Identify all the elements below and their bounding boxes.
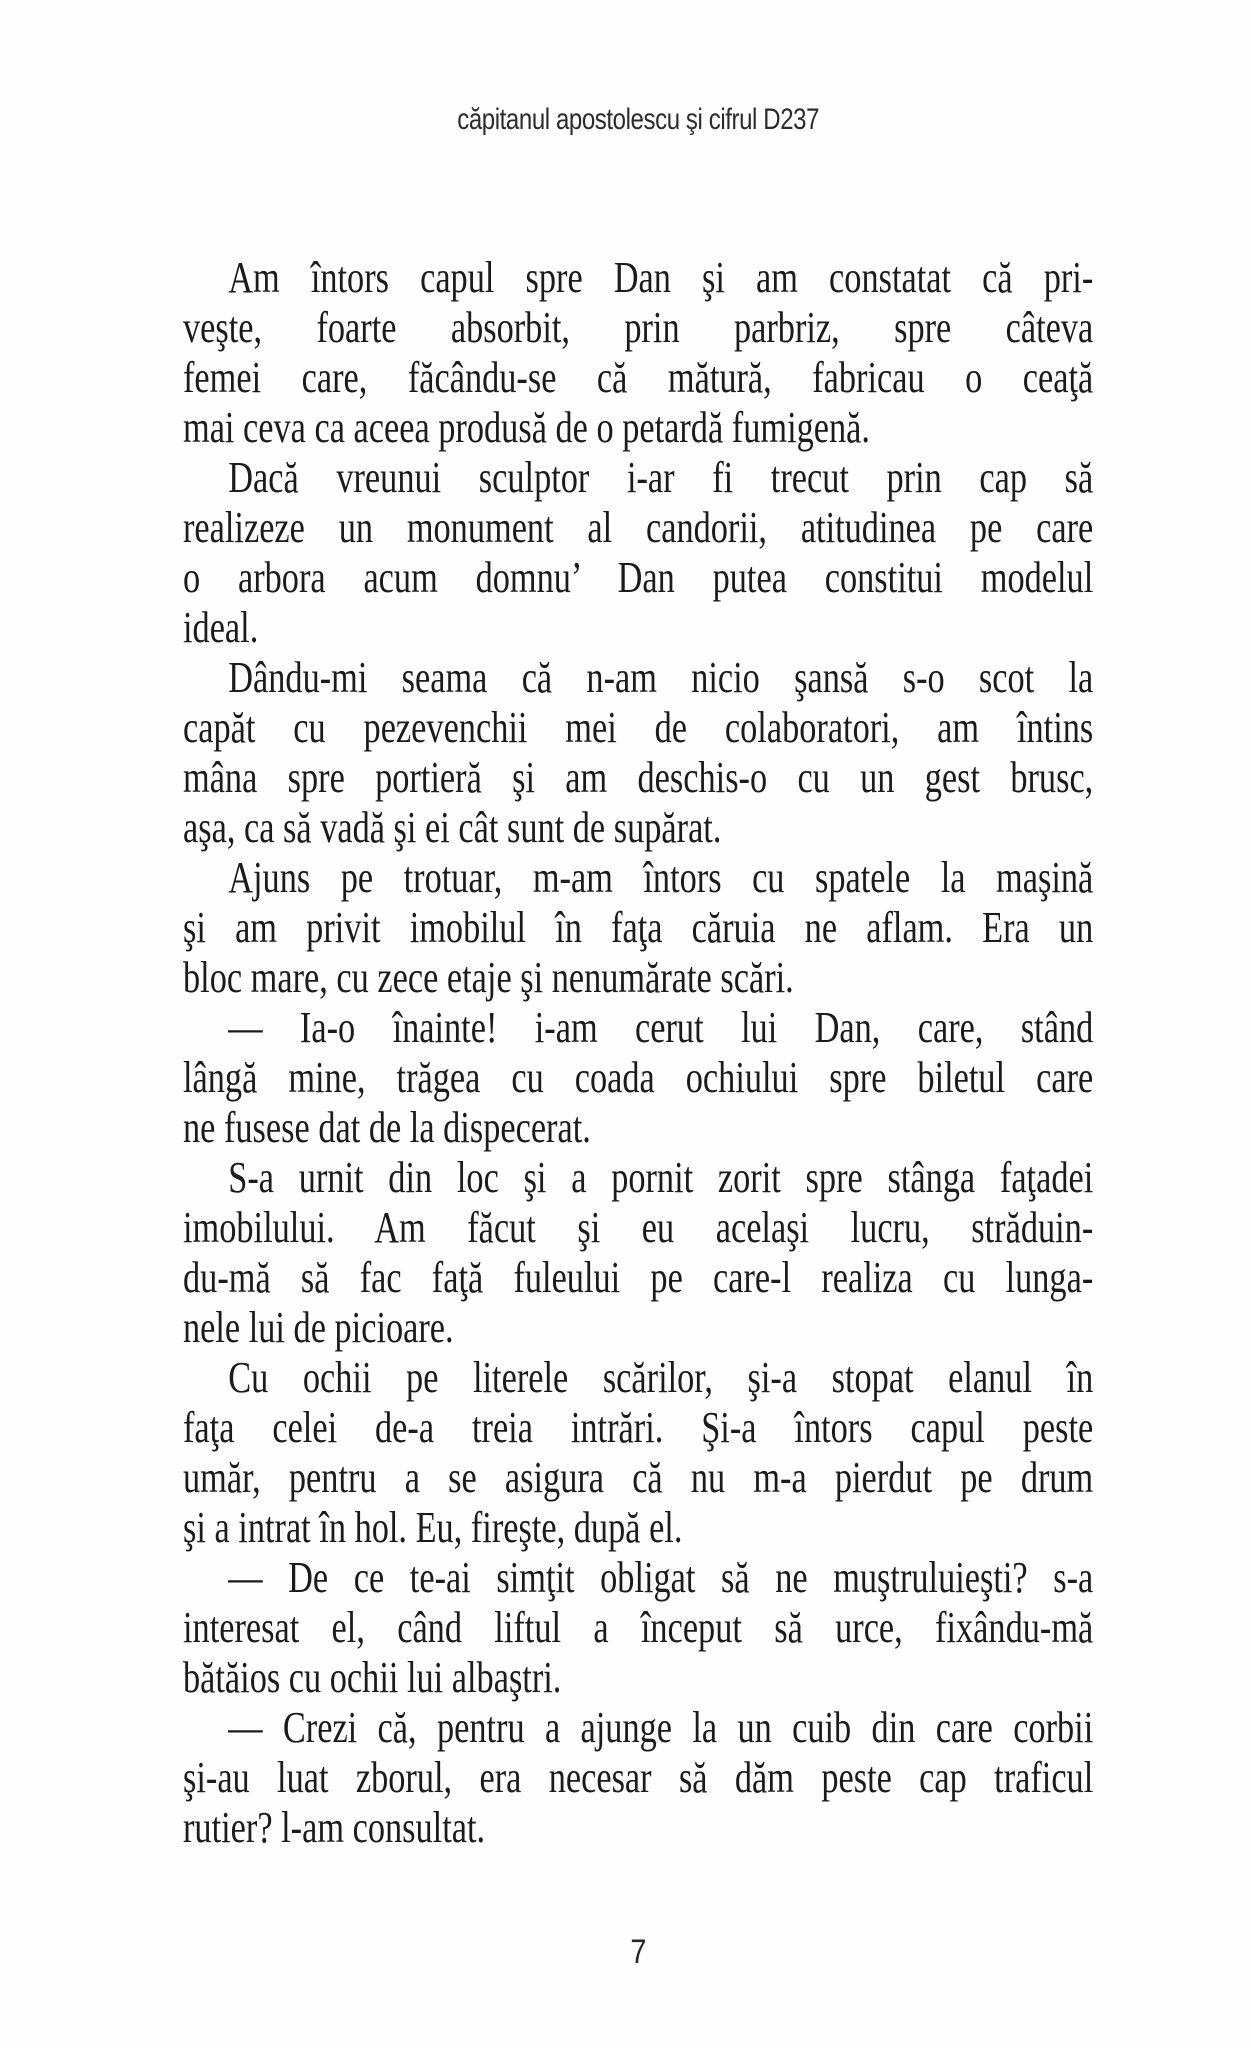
paragraph [183, 453, 1093, 653]
text-line: interesat el, când liftul a început să urce, fixându-mă [183, 1603, 1094, 1652]
text-block [183, 253, 1093, 1853]
text-line: veşte, foarte absorbit, prin parbriz, spre câteva [183, 303, 1094, 352]
text-line: faţa celei de-a treia intrări. Şi-a întors capul peste [183, 1403, 1094, 1452]
text-line: Ajuns pe trotuar, m-am întors cu spatele la maşină [228, 853, 1094, 902]
text-line: umăr, pentru a se asigura că nu m-a pierdut pe drum [183, 1453, 1094, 1502]
text-line: rutier? l-am consultat. [183, 1803, 486, 1852]
text-line: mâna spre portieră şi am deschis-o cu un gest brusc, [183, 753, 1094, 802]
paragraph [183, 1553, 1093, 1703]
paragraph [183, 653, 1093, 853]
running-header [183, 103, 1093, 137]
text-line: nele lui de picioare. [183, 1303, 454, 1352]
page-number [183, 1934, 1093, 1970]
text-line: imobilului. Am făcut şi eu acelaşi lucru, străduin- [183, 1203, 1094, 1252]
text-line: capăt cu pezevenchii mei de colaboratori, am întins [183, 703, 1094, 752]
text-line: — Crezi că, pentru a ajunge la un cuib din care corbii [228, 1703, 1094, 1752]
text-line: ne fusese dat de la dispecerat. [183, 1103, 591, 1152]
text-line: o arbora acum domnu’ Dan putea constitui modelul [183, 553, 1094, 602]
text-line: realizeze un monument al candorii, atitudinea pe care [183, 503, 1094, 552]
paragraph [183, 853, 1093, 1003]
text-line: — Ia-o înainte! i-am cerut lui Dan, care, stând [228, 1003, 1094, 1052]
text-line: bătăios cu ochii lui albaştri. [183, 1653, 562, 1702]
text-line: ideal. [183, 603, 259, 652]
text-line: lângă mine, trăgea cu coada ochiului spre biletul care [183, 1053, 1094, 1102]
paragraph [183, 253, 1093, 453]
text-line: şi a intrat în hol. Eu, fireşte, după el. [183, 1503, 683, 1552]
text-line: S-a urnit din loc şi a pornit zorit spre stânga faţadei [228, 1153, 1094, 1202]
paragraph [183, 1703, 1093, 1853]
text-line: femei care, făcându-se că mătură, fabricau o ceaţă [183, 353, 1094, 402]
paragraph [183, 1153, 1093, 1353]
paragraph [183, 1353, 1093, 1553]
text-line: — De ce te-ai simţit obligat să ne muştruluieşti? s-a [228, 1553, 1094, 1602]
text-line: Am întors capul spre Dan şi am constatat că pri- [228, 253, 1094, 302]
paragraph [183, 1003, 1093, 1153]
text-line: mai ceva ca aceea produsă de o petardă fumigenă. [183, 403, 870, 452]
text-line: Dându-mi seama că n-am nicio şansă s-o scot la [228, 653, 1094, 702]
text-line: aşa, ca să vadă şi ei cât sunt de supărat. [183, 803, 722, 852]
text-line: Cu ochii pe literele scărilor, şi-a stopat elanul în [228, 1353, 1094, 1402]
text-line: şi-au luat zborul, era necesar să dăm peste cap traficul [183, 1753, 1094, 1802]
text-line: bloc mare, cu zece etaje şi nenumărate scări. [183, 953, 794, 1002]
running-header-title: căpitanul apostolescu şi cifrul D237 [457, 103, 819, 136]
text-line: Dacă vreunui sculptor i-ar fi trecut prin cap să [228, 453, 1094, 502]
text-line: du-mă să fac faţă fuleului pe care-l realiza cu lunga- [183, 1253, 1094, 1302]
page-number-value: 7 [629, 1933, 647, 1971]
text-line: şi am privit imobilul în faţa căruia ne aflam. Era un [183, 903, 1094, 952]
